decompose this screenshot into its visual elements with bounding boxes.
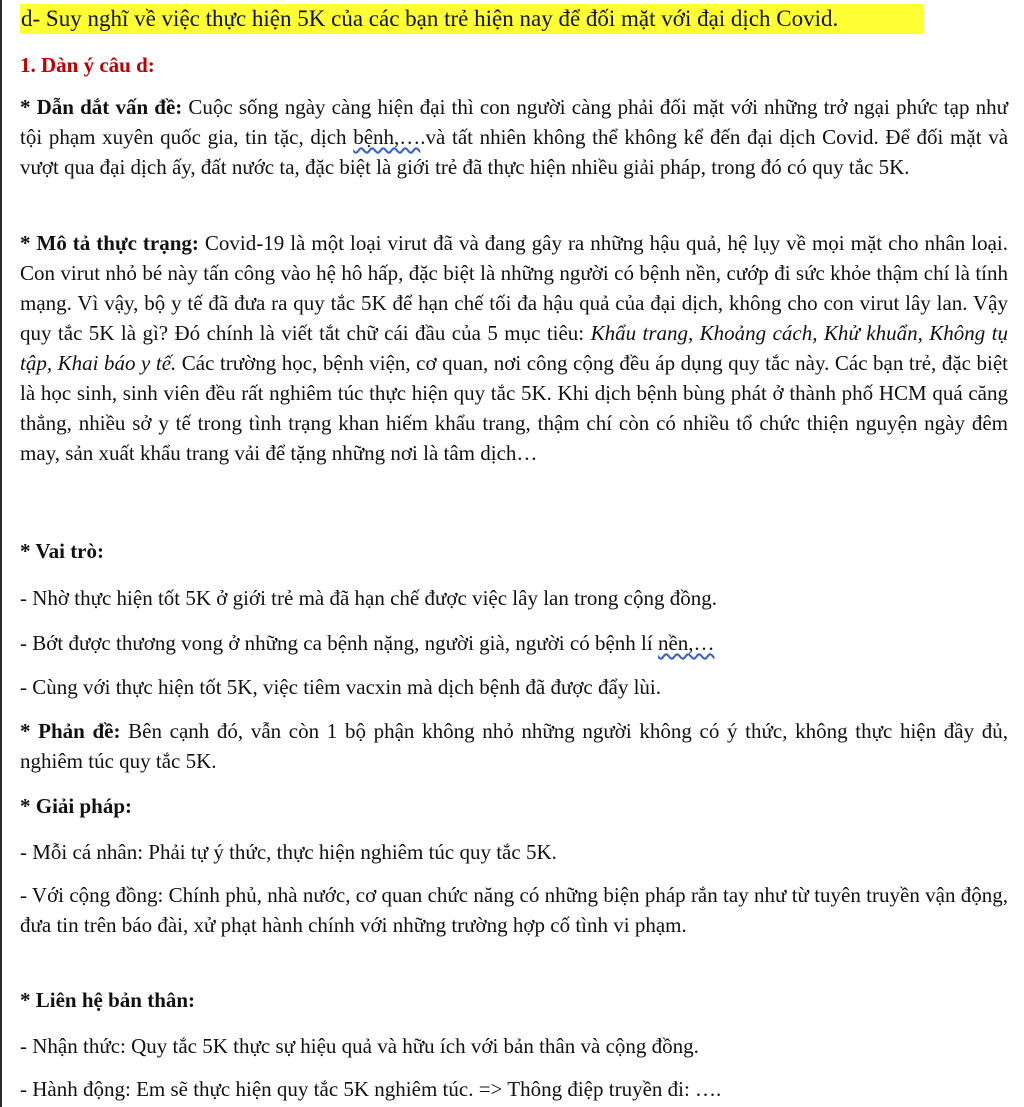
situation-label: * Mô tả thực trạng:: [20, 231, 199, 255]
self-item-2: - Hành động: Em sẽ thực hiện quy tắc 5K nghiêm túc. => Thông điệp truyền đi: ….: [20, 1077, 722, 1101]
self-heading: * Liên hệ bản thân:: [20, 988, 196, 1012]
situation-text-before: Covid-19 là một loại virut đã và đang gây ra những hậu quả, hệ lụy về mọi mặt cho nhân loại. Con virut nhỏ bé này tấn công vào hệ hô hấp, đặc biệt là những người có bệnh nền, cướp đi sức khỏe thậm chí là tính mạng. Vì vậy, bộ y tế đã đưa ra quy tắc 5K để hạn chế tối đa hậu quả của đại dịch, không cho con virut lây lan. Vậy quy tắc 5K là gì? Đó chính là viết tắt chữ cái đầu của 5 mục tiêu:: [20, 231, 1008, 345]
situation-text-after: Các trường học, bệnh viện, cơ quan, nơi công cộng đều áp dụng quy tắc này. Các bạn trẻ, đặc biệt là học sinh, sinh viên đều rất nghiêm túc thực hiện quy tắc 5K. Khi dịch bệnh bùng phát ở thành phố HCM quá căng thẳng, nhiều sở y tế trong tình trạng khan hiếm khẩu trang, thậm chí còn có nhiều tổ chức thiện nguyện ngày đêm may, sản xuất khẩu trang vải để tặng những nơi là tâm dịch…: [20, 351, 1008, 465]
solution-item-1: - Mỗi cá nhân: Phải tự ý thức, thực hiện nghiêm túc quy tắc 5K.: [20, 840, 557, 864]
intro-paragraph: [20, 92, 1008, 182]
self-item-1: - Nhận thức: Quy tắc 5K thực sự hiệu quả và hữu ích với bản thân và cộng đồng.: [20, 1034, 699, 1058]
intro-spell-underline: bệnh,…: [353, 125, 421, 149]
question-heading: d- Suy nghĩ về việc thực hiện 5K của các bạn trẻ hiện nay để đối mặt với đại dịch Covid.: [21, 6, 839, 31]
intro-label: * Dẫn dắt vấn đề:: [20, 95, 183, 119]
role-item-3: - Cùng với thực hiện tốt 5K, việc tiêm vacxin mà dịch bệnh đã được đẩy lùi.: [20, 675, 661, 699]
situation-paragraph: [20, 228, 1008, 468]
role-item-1: - Nhờ thực hiện tốt 5K ở giới trẻ mà đã hạn chế được việc lây lan trong cộng đồng.: [20, 586, 717, 610]
role-item-2-spell-underline: nền,…: [657, 631, 715, 655]
role-item-2: - Bớt được thương vong ở những ca bệnh nặng, người già, người có bệnh lí nền,…: [20, 631, 715, 655]
solution-heading: * Giải pháp:: [20, 794, 133, 818]
role-heading: * Vai trò:: [20, 539, 104, 563]
counter-text: Bên cạnh đó, vẫn còn 1 bộ phận không nhỏ những người không có ý thức, không thực hiện đầy đủ, nghiêm túc quy tắc 5K.: [20, 719, 1008, 773]
intro-text-before: Cuộc sống ngày càng hiện đại thì con người càng phải đối mặt với những trở ngại phức tạp như tội phạm xuyên quốc gia, tin tặc, dịch: [20, 95, 1008, 149]
intro-text-after: .và tất nhiên không thể không kể đến đại dịch Covid. Để đối mặt và vượt qua đại dịch ấy, đất nước ta, đặc biệt là giới trẻ đã thực hiện nhiều giải pháp, trong đó có quy tắc 5K.: [20, 125, 1009, 179]
solution-item-2: - Với cộng đồng: Chính phủ, nhà nước, cơ quan chức năng có những biện pháp rắn tay như từ tuyên truyền vận động, đưa tin trên báo đài, xử phạt hành chính với những trường hợp cố tình vi phạm.: [20, 883, 1008, 937]
counter-paragraph: [20, 716, 1008, 776]
situation-5k-list: Khẩu trang, Khoảng cách, Khử khuẩn, Không tụ tập, Khai báo y tế.: [20, 321, 1008, 375]
section-title: 1. Dàn ý câu d:: [20, 53, 155, 77]
counter-label: * Phản đề:: [20, 719, 121, 743]
